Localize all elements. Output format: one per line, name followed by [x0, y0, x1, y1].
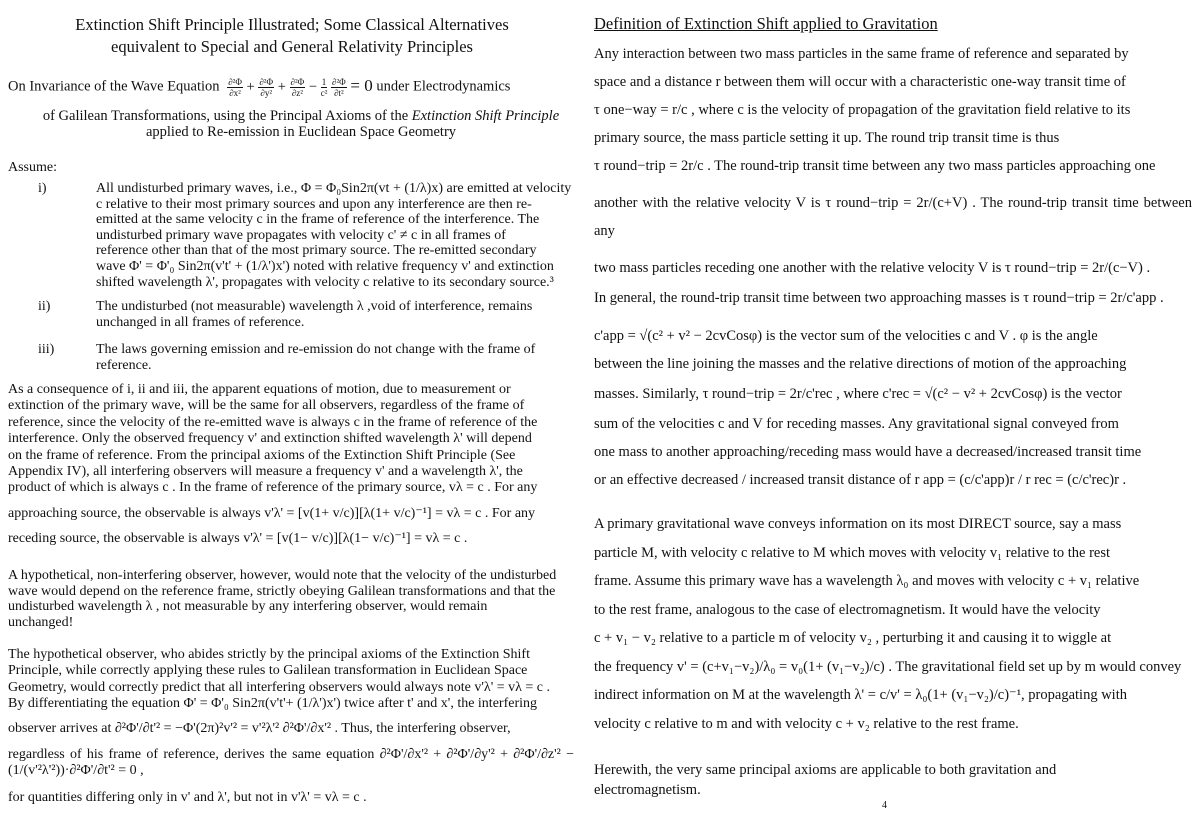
- para3-line: observer arrives at ∂²Φ'/∂t'² = −Φ'(2π)²v'² = v'²λ'² ∂²Φ'/∂x'² . Thus, the interfering observer,: [8, 720, 511, 736]
- closing-line: Herewith, the very same principal axioms are applicable to both gravitation and: [594, 762, 1057, 778]
- invariance-prefix: On Invariance of the Wave Equation: [8, 78, 220, 95]
- para2-line: wave would depend on the reference frame, strictly obeying Galilean transformations and that the: [8, 583, 556, 599]
- invariance-heading: [8, 76, 510, 98]
- paragraph-hypothetical: [8, 568, 574, 630]
- para3-line: for quantities differing only in v' and λ', but not in v'λ' = vλ = c .: [8, 789, 367, 805]
- para1-line: on the frame of reference. From the principal axioms of the Extinction Shift Principle (See: [8, 447, 516, 463]
- item-ii-line: The undisturbed (not measurable) wavelength λ ,void of interference, remains: [96, 299, 533, 314]
- item-ii-number: ii): [38, 299, 51, 314]
- para1-line: interference. Only the observed frequency v' and extinction shifted wavelength λ' will depend: [8, 431, 532, 447]
- assume-label: Assume:: [8, 160, 57, 175]
- general-line: sum of the velocities c and V for receding masses. Any gravitational signal conveyed from: [594, 416, 1119, 432]
- general-line: between the line joining the masses and the relative directions of motion of the approaching: [594, 356, 1127, 372]
- item-i-line: c relative to their most primary sources and upon any interference are then re-: [96, 196, 532, 212]
- wave-equation: $\frac{\text{∂²Φ}}{\text{∂x²}}$ + $\frac{\text{∂²Φ}}{\text{∂y²}}$ + $\frac{\text{∂²Φ}}{\text{∂z²}}$ − $\frac{1}{\text{c²}}$ $\frac{\text{∂²Φ}}{\text{∂t²}}$ = 0: [228, 76, 373, 99]
- closing-line: electromagnetism.: [594, 782, 701, 798]
- invariance-suffix: under Electrodynamics: [376, 78, 511, 95]
- definition-line: space and a distance r between them will occur with a characteristic one-way transit time of: [594, 74, 1126, 90]
- item-i-line: wave Φ' = Φ'₀ Sin2π(v't' + (1/λ')x') noted with relative frequency v' and extinction: [96, 258, 554, 274]
- para3-line: Principle, while correctly applying these rules to Galilean transformation in Euclidean Space: [8, 663, 528, 679]
- item-ii-text: [96, 299, 574, 330]
- item-i-line: undisturbed primary wave propagates with velocity c' ≠ c in all frames of: [96, 227, 506, 243]
- para1-line: Appendix IV), all interfering observers will measure a frequency v' and a wavelength λ', the: [8, 464, 523, 480]
- item-ii-line: unchanged in all frames of reference.: [96, 314, 305, 330]
- invariance-subheading: [26, 108, 576, 140]
- item-i-line: reference other than that of the most primary source. The re-emitted secondary: [96, 243, 537, 259]
- title-line-1: Extinction Shift Principle Illustrated; Some Classical Alternatives: [75, 15, 509, 34]
- gravitation-definition: [594, 40, 1192, 282]
- para3-line: Geometry, would correctly predict that all interfering observers would always note v'λ' = vλ = c .: [8, 679, 551, 695]
- definition-line: primary source, the mass particle setting it up. The round trip transit time is thus: [594, 130, 1060, 146]
- item-iii-text: [96, 342, 574, 373]
- general-line: masses. Similarly, τ round−trip = 2r/c'rec , where c'rec = √(c² − v² + 2cvCosφ) is the vector: [594, 386, 1122, 402]
- para1-line: approaching source, the observable is always v'λ' = [v(1+ v/c)][λ(1+ v/c)⁻¹] = vλ = c . For any: [8, 505, 536, 521]
- invariance-line3: applied to Re-emission in Euclidean Space Geometry: [145, 124, 457, 140]
- item-iii-line: reference.: [96, 357, 152, 373]
- item-i-line: emitted at the same velocity c in the frame of reference of the interference. The: [96, 212, 540, 228]
- para1-line: product of which is always c . In the frame of reference of the primary source, vλ = c . For any: [8, 480, 538, 496]
- item-i-line: All undisturbed primary waves, i.e., Φ = Φ₀Sin2π(vt + (1/λ)x) are emitted at velocity: [96, 181, 572, 196]
- para1-line: extinction of the primary wave, will be the same for all observers, regardless of the frame of: [8, 398, 525, 414]
- para2-line: undisturbed wavelength λ , not measurable by any interfering observer, would remain: [8, 599, 488, 615]
- para2-line: A hypothetical, non-interfering observer, however, would note that the velocity of the undisturbed: [8, 568, 557, 583]
- item-i-text: [96, 181, 574, 290]
- para2-line: unchanged!: [8, 614, 74, 630]
- item-iii-line: The laws governing emission and re-emission do not change with the frame of: [96, 342, 536, 357]
- para1-line: reference, since the velocity of the re-emitted wave is always c in the frame of reference of the: [8, 414, 538, 430]
- section-heading: Definition of Extinction Shift applied to Gravitation: [594, 14, 938, 33]
- wave-line: frame. Assume this primary wave has a wavelength λ₀ and moves with velocity c + v₁ relative: [594, 573, 1140, 589]
- definition-line: τ one−way = r/c , where c is the velocity of propagation of the gravitation field relative to its: [594, 102, 1131, 118]
- general-line: or an effective decreased / increased transit distance of r app = (c/c'app)r / r rec = (c/c'rec)r .: [594, 472, 1127, 488]
- invariance-line2a: of Galilean Transformations, using the Principal Axioms of the: [42, 108, 412, 124]
- general-line: one mass to another approaching/receding mass would have a decreased/increased transit time: [594, 444, 1142, 460]
- wave-line: the frequency v' = (c+v₁−v₂)/λ₀ = v₀(1+ (v₁−v₂)/c) . The gravitational field set up by m would convey: [594, 658, 1182, 675]
- item-i-line: shifted wavelength λ', propagates with velocity c relative to its secondary source.³: [96, 274, 554, 290]
- wave-line: velocity c relative to m and with velocity c + v₂ relative to the rest frame.: [594, 715, 1019, 732]
- invariance-line2b: Extinction Shift Principle: [411, 108, 560, 124]
- primary-gravitational-wave: [594, 510, 1192, 738]
- general-line: c'app = √(c² + v² − 2cvCosφ) is the vector sum of the velocities c and V . φ is the angle: [594, 328, 1098, 344]
- wave-line: indirect information on M at the wavelength λ' = c/v' = λ₀(1+ (v₁−v₂)/c)⁻¹, propagating with: [594, 687, 1127, 703]
- para1-line: As a consequence of i, ii and iii, the apparent equations of motion, due to measurement or: [8, 382, 511, 397]
- closing-paragraph: [594, 760, 1192, 800]
- title-line-2: equivalent to Special and General Relativity Principles: [111, 37, 473, 56]
- definition-line: another with the relative velocity V is τ round−trip = 2r/(c+V) . The round-trip transit time between any: [594, 195, 1192, 239]
- para3-line: By differentiating the equation Φ' = Φ'₀ Sin2π(v't'+ (1/λ')x') twice after t' and x', the interfering: [8, 696, 537, 712]
- page-number: 4: [882, 800, 887, 811]
- para3-line: regardless of his frame of reference, derives the same equation ∂²Φ'/∂x'² + ∂²Φ'/∂y'² + ∂²Φ'/∂z'² − (1/(v'²λ'²))·∂²Φ'/∂t'² = 0 ,: [8, 747, 574, 779]
- page-title: [0, 14, 584, 58]
- wave-line: to the rest frame, analogous to the case of electromagnetism. It would have the velocity: [594, 601, 1101, 618]
- wave-line: particle M, with velocity c relative to M which moves with velocity v₁ relative to the rest: [594, 544, 1111, 561]
- general-line: In general, the round-trip transit time between two approaching masses is τ round−trip = 2r/c'app .: [594, 290, 1164, 306]
- item-i-number: i): [38, 181, 47, 196]
- item-iii-number: iii): [38, 342, 55, 357]
- para3-line: The hypothetical observer, who abides strictly by the principal axioms of the Extinction Shift: [8, 647, 530, 662]
- wave-line: c + v₁ − v₂ relative to a particle m of velocity v₂ , perturbing it and causing it to wiggle at: [594, 630, 1112, 646]
- paragraph-consequence: [8, 382, 574, 548]
- definition-line: τ round−trip = 2r/c . The round-trip transit time between any two mass particles approaching one: [594, 158, 1156, 174]
- definition-line: Any interaction between two mass particles in the same frame of reference and separated by: [594, 46, 1129, 62]
- paragraph-observer: [8, 647, 574, 806]
- round-trip-general: [594, 284, 1192, 494]
- para1-line: receding source, the observable is always v'λ' = [v(1− v/c)][λ(1− v/c)⁻¹] = vλ = c .: [8, 531, 468, 547]
- definition-line: two mass particles receding one another with the relative velocity V is τ round−trip = 2r/(c−V) .: [594, 260, 1151, 276]
- wave-line: A primary gravitational wave conveys information on its most DIRECT source, say a mass: [594, 516, 1122, 532]
